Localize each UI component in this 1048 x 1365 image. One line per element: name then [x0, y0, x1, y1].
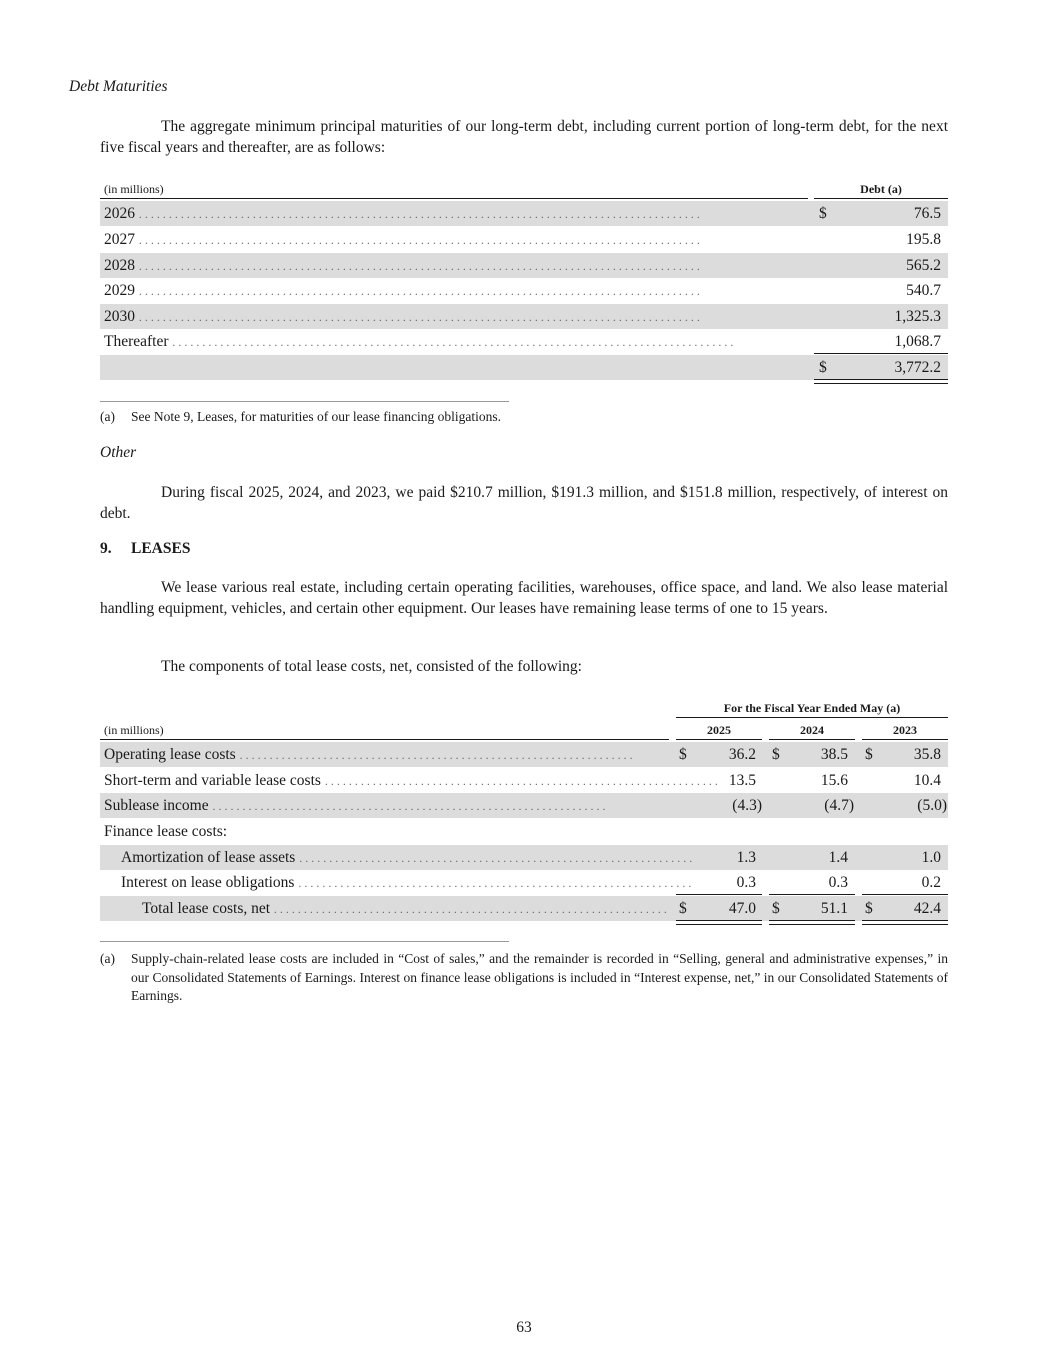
lease-value-2024: 1.4	[828, 849, 848, 866]
debt-row: 2027 .............................................................................................. 195.8	[100, 227, 948, 252]
lease-subtotal-rule	[769, 894, 855, 895]
debt-row-value: 1,068.7	[894, 333, 941, 350]
lease-row-label: Sublease income	[104, 797, 209, 814]
debt-header-rule-left	[100, 198, 808, 199]
lease-value-2023: 42.4	[913, 900, 941, 917]
lease-group-header: For the Fiscal Year Ended May (a)	[723, 701, 901, 715]
debt-row: 2028 .............................................................................................. 565.2	[100, 253, 948, 278]
lease-year-header: 2025	[707, 723, 731, 737]
lease-components-intro: The components of total lease costs, net, consisted of the following:	[161, 658, 582, 675]
debt-row-dollar: $	[819, 205, 827, 222]
lease-value-2023: 0.2	[921, 874, 941, 891]
lease-footnote-marker: (a)	[100, 951, 115, 966]
lease-value-2024: (4.7)	[824, 797, 854, 814]
debt-row-value: 540.7	[906, 282, 941, 299]
lease-value-2024: 15.6	[820, 772, 848, 789]
lease-value-2025: 0.3	[736, 874, 756, 891]
lease-unit-label: (in millions)	[104, 723, 164, 737]
lease-row-label: Short-term and variable lease costs	[104, 772, 321, 789]
lease-row-label: Interest on lease obligations	[121, 874, 295, 891]
leases-paragraph: We lease various real estate, including certain operating facilities, warehouses, office space, and land. We also lease material handling equipment, vehicles, and certain other equipment. Our leases have remaining lease terms of one to 15 years.	[100, 579, 948, 617]
lease-row	[100, 819, 948, 844]
lease-row-dollar: $	[865, 900, 873, 917]
debt-row-value: 1,325.3	[894, 308, 941, 325]
debt-row-value: 76.5	[913, 205, 941, 222]
lease-value-2023: 1.0	[921, 849, 941, 866]
debt-row: 2029 .............................................................................................. 540.7	[100, 278, 948, 303]
lease-value-2023: (5.0)	[917, 797, 947, 814]
lease-year-header: 2023	[893, 723, 917, 737]
debt-row-label: 2030	[104, 308, 135, 325]
lease-row: Sublease income .................................................................. (4.3) (4.7) (5.0)	[100, 793, 948, 818]
lease-year-header: 2024	[800, 723, 824, 737]
debt-row-value: 195.8	[906, 231, 941, 248]
lease-value-2025: 47.0	[728, 900, 756, 917]
debt-row-label: 2026	[104, 205, 135, 222]
debt-row-label: 2027	[104, 231, 135, 248]
lease-total-double-rule	[676, 920, 762, 925]
lease-value-2024: 0.3	[828, 874, 848, 891]
debt-row: Thereafter .............................................................................................. 1,068.7	[100, 329, 948, 354]
lease-header-rule	[862, 739, 948, 740]
lease-row: Operating lease costs .................................................................. $ $ $ 36.2 38.5 35.8	[100, 742, 948, 767]
lease-row-label: Amortization of lease assets	[121, 849, 296, 866]
debt-maturities-heading: Debt Maturities	[69, 78, 168, 95]
lease-row-dollar: $	[772, 900, 780, 917]
debt-unit-label: (in millions)	[104, 182, 164, 196]
other-heading: Other	[100, 444, 137, 461]
debt-intro-paragraph: The aggregate minimum principal maturities of our long-term debt, including current portion of long-term debt, for the next five fiscal years and thereafter, are as follows:	[100, 118, 948, 156]
debt-total-dollar: $	[819, 359, 827, 376]
lease-row: Amortization of lease assets .................................................................. 1.3 1.4 1.0	[100, 845, 948, 870]
debt-footnote-text: See Note 9, Leases, for maturities of our lease financing obligations.	[131, 409, 502, 424]
lease-value-2023: 35.8	[913, 746, 941, 763]
lease-value-2024: 38.5	[820, 746, 848, 763]
lease-header-rule	[676, 739, 762, 740]
lease-row-dollar: $	[679, 746, 687, 763]
lease-value-2025: 36.2	[728, 746, 756, 763]
lease-row-label: Finance lease costs:	[104, 823, 228, 840]
debt-column-header: Debt (a)	[860, 182, 902, 196]
lease-header-rule	[100, 739, 669, 740]
lease-row: Short-term and variable lease costs .................................................................. 13.5 15.6 10.4	[100, 768, 948, 793]
lease-group-rule	[676, 717, 948, 718]
lease-total-row: Total lease costs, net .................................................................. $ $ $ 47.0 51.1 42.4	[100, 896, 948, 921]
lease-row-dollar: $	[772, 746, 780, 763]
lease-value-2025: (4.3)	[732, 797, 762, 814]
debt-row-value: 565.2	[906, 257, 941, 274]
debt-total-double-rule	[814, 379, 948, 384]
lease-row-dollar: $	[679, 900, 687, 917]
lease-row-label: Operating lease costs	[104, 746, 236, 763]
lease-header-rule	[769, 739, 855, 740]
debt-row-label: 2029	[104, 282, 135, 299]
lease-row-dollar: $	[865, 746, 873, 763]
page-number: 63	[516, 1319, 532, 1336]
debt-footnote-marker: (a)	[100, 409, 115, 424]
footnote-separator	[100, 401, 509, 402]
debt-header-rule-right	[814, 198, 948, 199]
debt-row: 2026 .............................................................................................. $ 76.5	[100, 201, 948, 226]
debt-subtotal-rule	[814, 353, 948, 354]
lease-total-double-rule	[769, 920, 855, 925]
lease-total-double-rule	[862, 920, 948, 925]
lease-value-2024: 51.1	[820, 900, 848, 917]
lease-row-label: Total lease costs, net	[142, 900, 271, 917]
lease-row: Interest on lease obligations .................................................................. 0.3 0.3 0.2	[100, 870, 948, 895]
lease-value-2025: 1.3	[736, 849, 756, 866]
leases-section-number: 9.	[100, 540, 112, 557]
lease-footnote-text: Supply-chain-related lease costs are included in “Cost of sales,” and the remainder is recorded in “Selling, general and administrative expenses,” in our Consolidated Statements of Earnings. Interest on finance lease obligations is included in “Interest expense, net,” in our Consolidated Statements of Earnings.	[131, 951, 948, 1003]
other-paragraph: During fiscal 2025, 2024, and 2023, we paid $210.7 million, $191.3 million, and $151.8 million, respectively, of interest on debt.	[100, 484, 948, 522]
lease-value-2023: 10.4	[913, 772, 941, 789]
leases-section-title: LEASES	[131, 540, 191, 557]
debt-total-row	[100, 355, 948, 380]
debt-row-label: 2028	[104, 257, 135, 274]
lease-subtotal-rule	[676, 894, 762, 895]
debt-total-value: 3,772.2	[894, 359, 941, 376]
lease-subtotal-rule	[862, 894, 948, 895]
lease-value-2025: 13.5	[728, 772, 756, 789]
footnote-separator	[100, 941, 509, 942]
debt-row: 2030 .............................................................................................. 1,325.3	[100, 304, 948, 329]
debt-row-label: Thereafter	[104, 333, 169, 350]
